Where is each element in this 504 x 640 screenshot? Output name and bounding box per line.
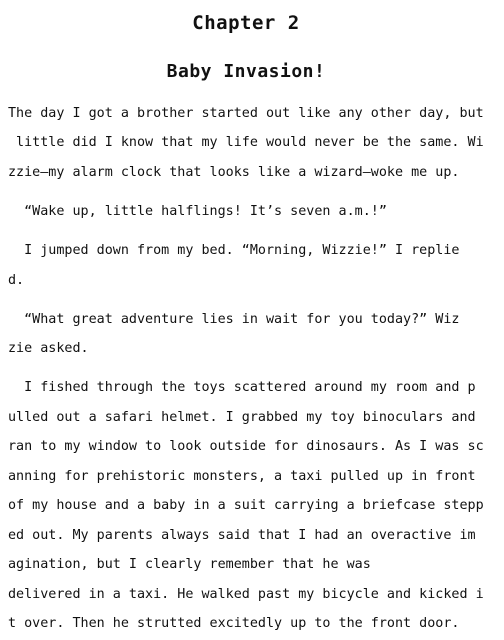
body-line: zie asked.	[8, 341, 89, 356]
body-line: t over. Then he strutted excitedly up to the front door.	[8, 616, 460, 631]
body-line: ed out. My parents always said that I had an overactive im	[8, 528, 476, 543]
body-line: zzie—my alarm clock that looks like a wizard—woke me up.	[8, 165, 460, 180]
chapter-label: Chapter 2	[192, 12, 300, 34]
chapter-title: Baby Invasion!	[166, 61, 326, 82]
body-line: ulled out a safari helmet. I grabbed my toy binoculars and	[8, 410, 476, 425]
body-line: The day I got a brother started out like any other day, but	[8, 106, 484, 121]
body-line: little did I know that my life would never be the same. Wi	[8, 135, 484, 150]
body-line: I jumped down from my bed. “Morning, Wizzie!” I replie	[8, 243, 460, 258]
body-line: delivered in a taxi. He walked past my bicycle and kicked i	[8, 587, 484, 602]
body-line: d.	[8, 273, 25, 288]
body-line: anning for prehistoric monsters, a taxi pulled up in front	[8, 469, 476, 484]
body-line: I fished through the toys scattered around my room and p	[8, 380, 476, 395]
body-line: “What great adventure lies in wait for you today?” Wiz	[8, 312, 460, 327]
body-line: of my house and a baby in a suit carrying a briefcase stepp	[8, 498, 484, 513]
body-line: “Wake up, little halflings! It’s seven a.m.!”	[8, 204, 387, 219]
body-line: ran to my window to look outside for dinosaurs. As I was sc	[8, 439, 484, 454]
body-line: agination, but I clearly remember that he was	[8, 557, 371, 572]
